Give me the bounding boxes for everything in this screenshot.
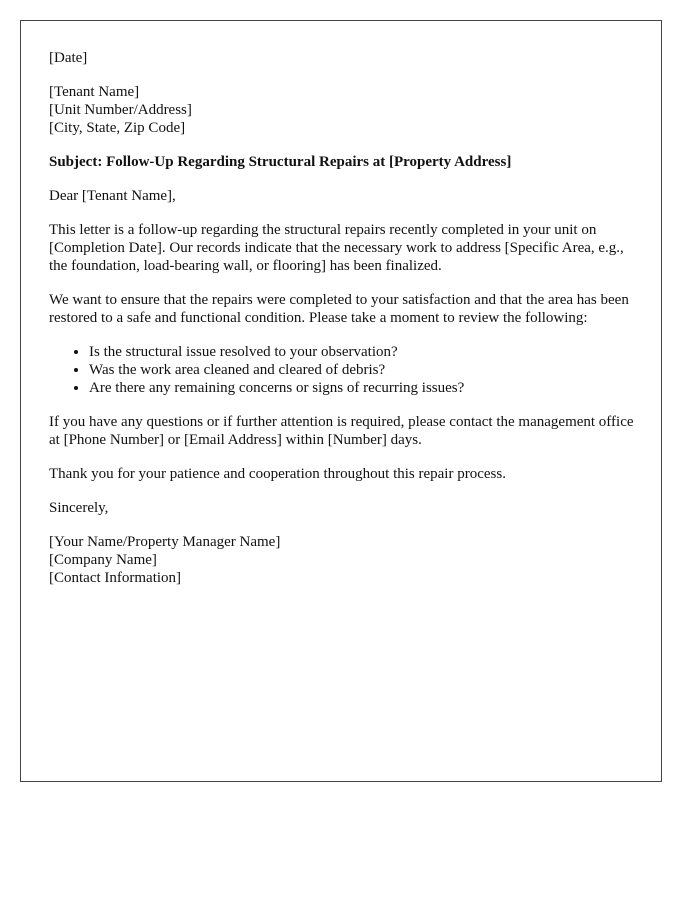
letter-date: [Date] [49,50,88,66]
letter-page [20,20,662,782]
recipient-city: [City, State, Zip Code] [49,120,186,136]
checklist [49,343,639,397]
signature-company: [Company Name] [49,552,157,568]
checklist-item: • Are there any remaining concerns or signs of recurring issues? [89,379,639,397]
subject-line: Subject: Follow-Up Regarding Structural Repairs at [Property Address] [49,154,512,170]
signature-block [49,533,639,587]
checklist-item: • Was the work area cleaned and cleared of debris? [89,361,639,379]
letter-body [49,49,639,587]
recipient-name: [Tenant Name] [49,84,140,100]
paragraph-thanks: Thank you for your patience and cooperation throughout this repair process. [49,466,506,482]
signature-name: [Your Name/Property Manager Name] [49,534,281,550]
signature-contact: [Contact Information] [49,570,182,586]
paragraph-intro: This letter is a follow-up regarding the structural repairs recently completed in your unit on [Completion Date]. Our records indicate that the necessary work to address [Specific Area, e.g., the foundation, load-bearing wall, or flooring] has been finalized. [49,222,624,274]
salutation: Dear [Tenant Name], [49,188,176,204]
closing: Sincerely, [49,500,109,516]
recipient-unit: [Unit Number/Address] [49,102,192,118]
paragraph-contact: If you have any questions or if further attention is required, please contact the management office at [Phone Number] or [Email Address] within [Number] days. [49,414,634,448]
checklist-item: • Is the structural issue resolved to your observation? [89,343,639,361]
paragraph-review: We want to ensure that the repairs were completed to your satisfaction and that the area has been restored to a safe and functional condition. Please take a moment to review the following: [49,292,629,326]
recipient-address-block [49,83,639,137]
